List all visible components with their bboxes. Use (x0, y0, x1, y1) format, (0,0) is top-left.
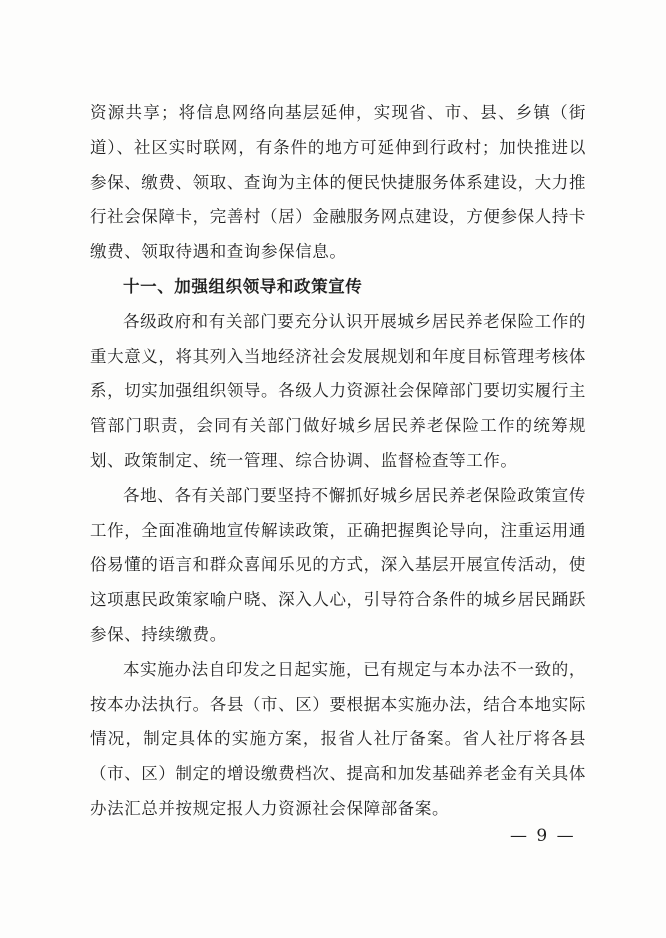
paragraph-continuation: 资源共享；将信息网络向基层延伸，实现省、市、县、乡镇（街道）、社区实时联网，有条件的地方可延伸到行政村；加快推进以参保、缴费、领取、查询为主体的便民快捷服务体系建设，大力推行社会保障卡，完善村（居）金融服务网点建设，方便参保人持卡缴费、领取待遇和查询参保信息。 (90, 103, 586, 262)
paragraph-organization: 各级政府和有关部门要充分认识开展城乡居民养老保险工作的重大意义，将其列入当地经济社会发展规划和年度目标管理考核体系，切实加强组织领导。各级人力资源社会保障部门要切实履行主管部门职责，会同有关部门做好城乡居民养老保险工作的统筹规划、政策制定、统一管理、综合协调、监督检查等工作。 (90, 311, 586, 470)
page-number: — 9 — (510, 826, 576, 846)
document-body (90, 96, 586, 827)
paragraph-implementation: 本实施办法自印发之日起实施，已有规定与本办法不一致的，按本办法执行。各县（市、区）要根据本实施办法，结合本地实际情况，制定具体的实施方案，报省人社厅备案。省人社厅将各县（市、区）制定的增设缴费档次、提高和加发基础养老金有关具体办法汇总并按规定报人力资源社会保障部备案。 (90, 659, 586, 818)
paragraph-publicity: 各地、各有关部门要坚持不懈抓好城乡居民养老保险政策宣传工作，全面准确地宣传解读政策，正确把握舆论导向，注重运用通俗易懂的语言和群众喜闻乐见的方式，深入基层开展宣传活动，使这项惠民政策家喻户晓、深入人心，引导符合条件的城乡居民踊跃参保、持续缴费。 (90, 485, 586, 644)
section-heading: 十一、加强组织领导和政策宣传 (123, 276, 363, 296)
